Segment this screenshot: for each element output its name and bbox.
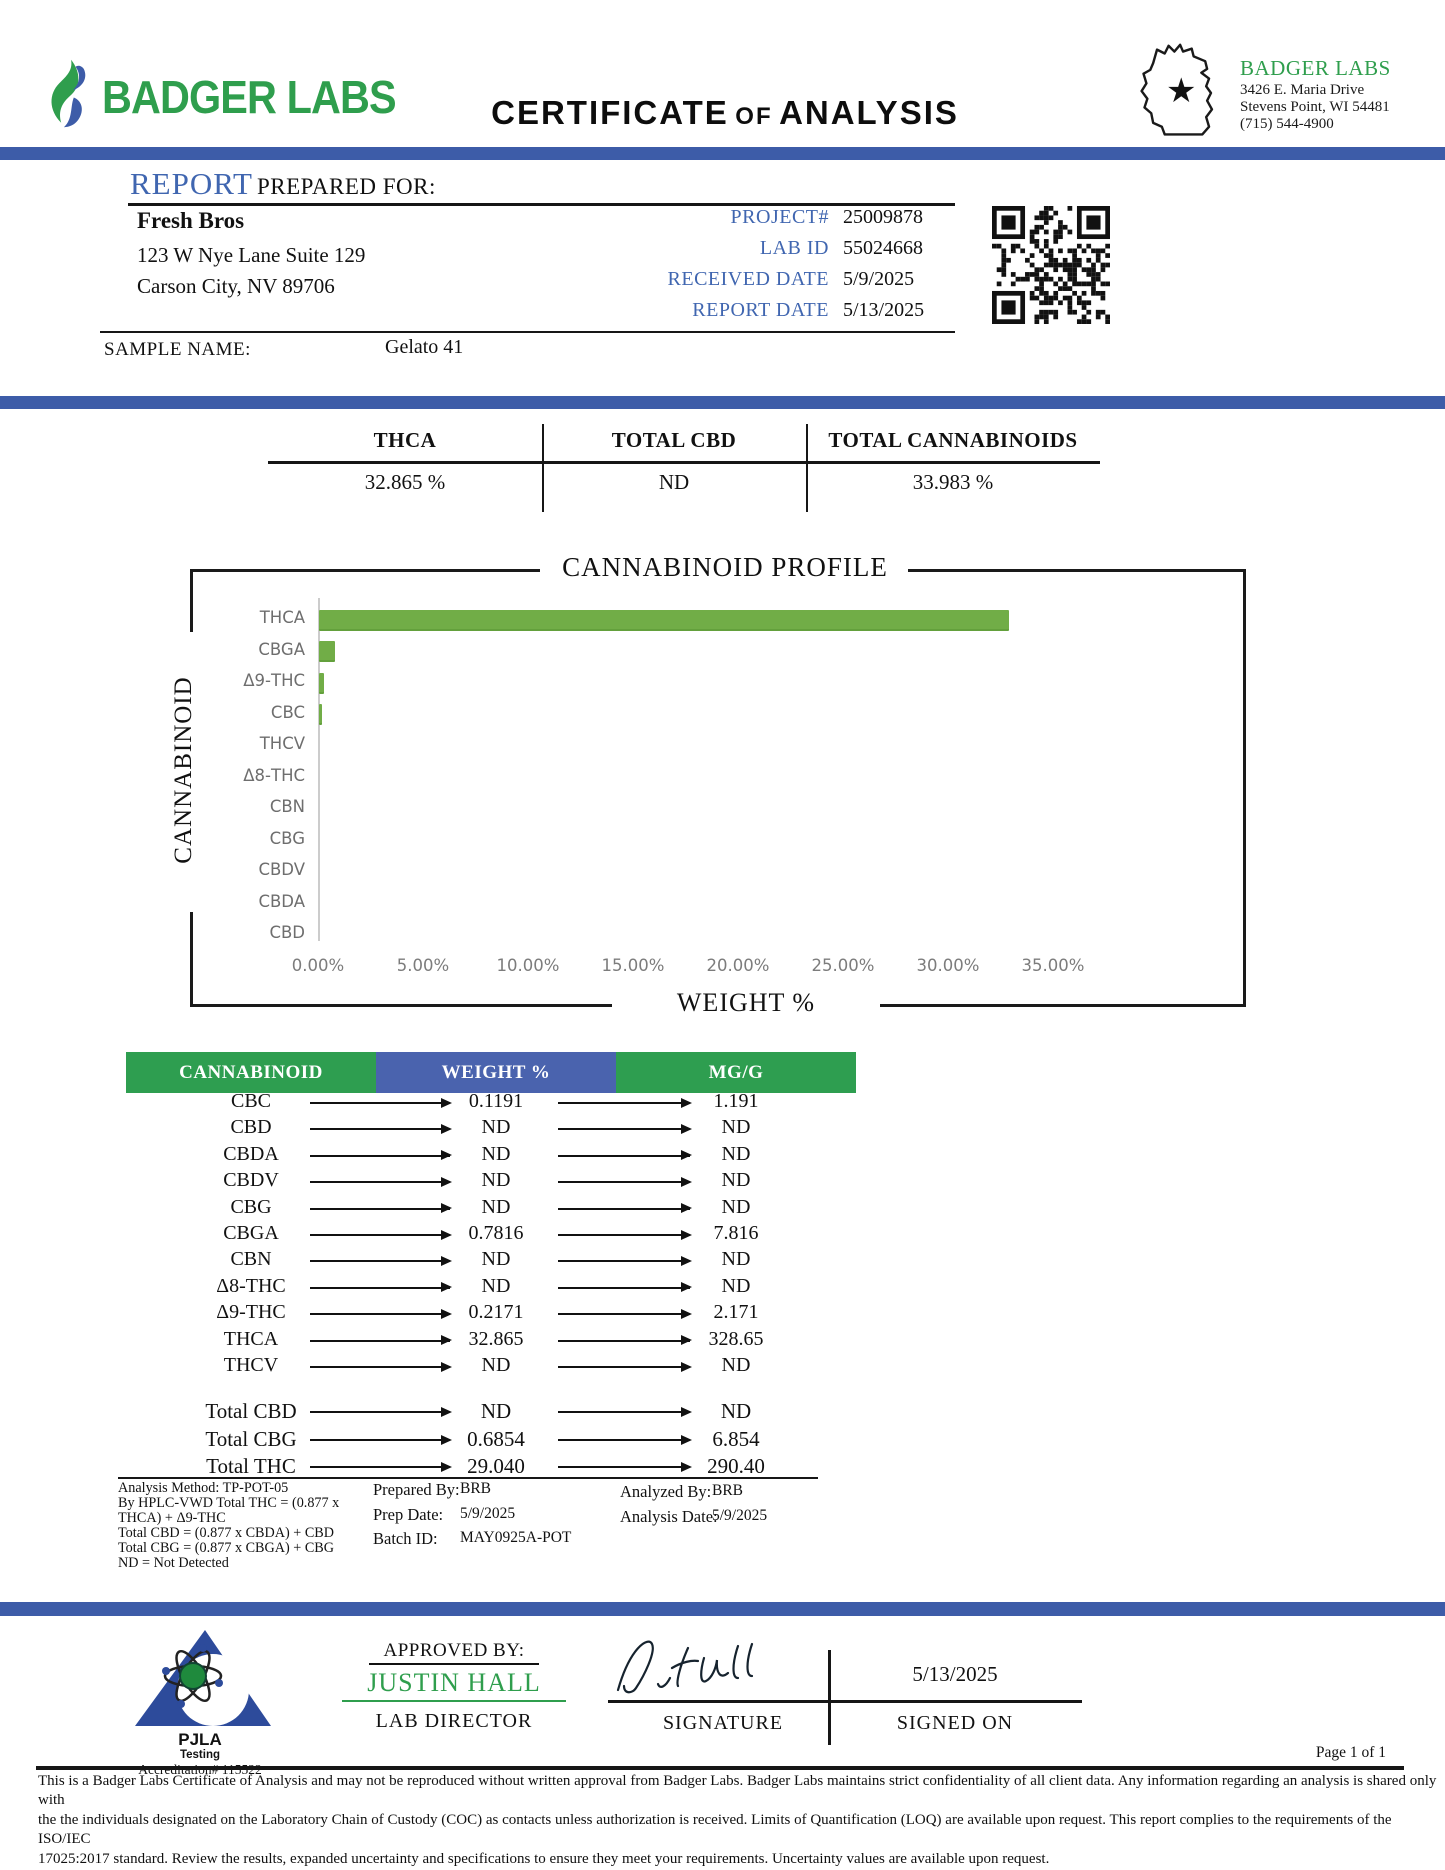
results-row-weight: ND — [481, 1248, 511, 1271]
chart-y-axis-label: CANNABINOID — [170, 676, 197, 864]
results-row-cannabinoid: CBN — [230, 1248, 272, 1271]
chart-bar — [319, 704, 322, 725]
results-row-cannabinoid: THCV — [223, 1354, 279, 1376]
results-row-weight: ND — [481, 1274, 511, 1297]
analysis-note-line: THCA) + Δ9-THC — [118, 1510, 226, 1526]
results-row-mgg: ND — [721, 1248, 751, 1271]
sample-rule — [100, 331, 955, 333]
prep-value: MAY0925A-POT — [460, 1529, 572, 1546]
results-row-mgg: 290.40 — [707, 1454, 765, 1478]
chart-title: CANNABINOID PROFILE — [562, 552, 888, 582]
lab-phone: (715) 544-4900 — [1240, 116, 1334, 132]
results-row-weight: ND — [481, 1169, 511, 1192]
summary-column-label: TOTAL CBD — [611, 428, 737, 452]
chart-x-tick: 35.00% — [1021, 956, 1085, 975]
chart-bar — [319, 641, 335, 662]
lab-address-line2: Stevens Point, WI 54481 — [1240, 99, 1390, 115]
results-row-mgg: 7.816 — [713, 1222, 759, 1244]
analysis-value: 5/9/2025 — [712, 1506, 768, 1524]
results-row-mgg: ND — [721, 1274, 751, 1297]
disclaimer-line: the the individuals designated on the Laboratory Chain of Custody (COC) as contacts unless authorization is received. Limits of Quantification (LOQ) are available upon request. This report complies to the requirements of the ISO/IEC — [38, 1811, 1392, 1848]
analysis-note-line: Total CBD = (0.877 x CBDA) + CBD — [118, 1525, 335, 1541]
results-row-cannabinoid: Total CBD — [205, 1399, 297, 1423]
chart-frame-bottom-right — [880, 1004, 1243, 1007]
sample-name-value: Gelato 41 — [385, 336, 464, 358]
results-row-weight: 29.040 — [467, 1454, 525, 1478]
summary-column-label: THCA — [373, 428, 437, 452]
analysis-note-line: ND = Not Detected — [118, 1555, 229, 1571]
divider-bar-footer — [0, 1602, 1445, 1616]
chart-category-label: CBDV — [258, 860, 305, 879]
document-title — [360, 94, 1090, 132]
summary-column-value: 33.983 % — [912, 470, 994, 494]
results-row-weight: 0.6854 — [467, 1427, 525, 1451]
chart-category-label: Δ8-THC — [243, 765, 305, 785]
signed-on-label: SIGNED ON — [896, 1712, 1014, 1734]
results-header-cell: WEIGHT % — [376, 1052, 616, 1093]
chart-x-tick: 10.00% — [496, 956, 560, 975]
lab-address-line1: 3426 E. Maria Drive — [1240, 82, 1365, 98]
results-row-mgg: 1.191 — [713, 1090, 759, 1112]
analysis-note-line: By HPLC-VWD Total THC = (0.877 x — [118, 1495, 340, 1511]
chart-category-label: THCA — [259, 608, 305, 627]
report-meta-value: 5/9/2025 — [843, 268, 915, 290]
analysis-label: Analyzed By: — [620, 1482, 712, 1501]
report-section-heading — [130, 166, 436, 202]
wisconsin-star-icon: ★ — [1166, 71, 1197, 111]
summary-column-value: 32.865 % — [364, 470, 446, 494]
brand-wordmark: BADGER LABS — [102, 71, 396, 123]
chart-category-label: CBGA — [258, 639, 305, 659]
pjla-sub-label: Testing — [179, 1749, 221, 1761]
chart-frame-top-left — [190, 569, 540, 572]
results-row-mgg: ND — [721, 1116, 751, 1139]
document-title-part3: ANALYSIS — [779, 94, 959, 131]
report-meta-label: LAB ID — [759, 237, 829, 259]
analysis-value: BRB — [712, 1482, 744, 1499]
divider-bar-summary — [0, 396, 1445, 409]
results-row-weight: ND — [481, 1116, 511, 1139]
report-meta-value: 55024668 — [843, 237, 923, 259]
chart-category-label: CBN — [269, 797, 305, 816]
chart-frame-bottom-left — [190, 1004, 612, 1007]
document-title-part2: OF — [735, 103, 773, 130]
chart-category-label: Δ9-THC — [243, 671, 305, 690]
approved-by-label: APPROVED BY: — [369, 1640, 539, 1665]
prep-value: 5/9/2025 — [460, 1504, 516, 1522]
disclaimer-line: 17025:2017 standard. Review the results, expanded uncertainty and specifications to ensure they meet your requirements. Uncertainty values are available upon request. — [38, 1850, 1050, 1867]
results-row-weight: 0.1191 — [468, 1090, 524, 1112]
report-heading-underline — [128, 203, 955, 206]
results-row-weight: ND — [480, 1399, 512, 1423]
results-header-cell: CANNABINOID — [126, 1052, 376, 1093]
results-row-mgg: ND — [721, 1142, 751, 1165]
results-row-cannabinoid: CBG — [230, 1195, 272, 1218]
report-meta-label: REPORT DATE — [692, 299, 829, 321]
results-row-weight: 32.865 — [468, 1327, 524, 1350]
results-row-weight: ND — [481, 1142, 511, 1165]
chart-frame-top-right — [908, 569, 1243, 572]
chart-x-tick: 15.00% — [601, 956, 665, 975]
results-row-mgg: ND — [721, 1195, 751, 1218]
badger-labs-logo-icon — [45, 56, 99, 130]
chart-x-tick: 25.00% — [811, 956, 875, 975]
results-row-cannabinoid: CBC — [230, 1090, 272, 1112]
client-name: Fresh Bros — [137, 208, 245, 233]
chart-x-axis-label: WEIGHT % — [676, 988, 816, 1017]
summary-column-label: TOTAL CANNABINOIDS — [828, 428, 1078, 452]
results-row-cannabinoid: CBD — [230, 1116, 272, 1139]
chart-bar — [319, 673, 324, 694]
approver-title: LAB DIRECTOR — [375, 1710, 533, 1732]
page-number: Page 1 of 1 — [1315, 1744, 1386, 1761]
prep-label: Prep Date: — [373, 1504, 444, 1524]
analysis-note-line: Total CBG = (0.877 x CBGA) + CBG — [118, 1540, 335, 1556]
results-row-cannabinoid: CBDA — [223, 1142, 279, 1165]
results-header-cell: MG/G — [616, 1052, 856, 1093]
results-row-cannabinoid: Δ8-THC — [216, 1274, 286, 1297]
signed-on-date: 5/13/2025 — [912, 1662, 998, 1686]
client-address-line1: 123 W Nye Lane Suite 129 — [137, 243, 366, 267]
results-row-weight: ND — [481, 1195, 511, 1218]
footer-rule — [36, 1766, 1404, 1770]
signature-image — [600, 1628, 815, 1704]
pjla-accreditation-icon — [133, 1628, 273, 1728]
results-row-mgg: ND — [720, 1399, 752, 1423]
report-meta-value: 5/13/2025 — [843, 299, 925, 321]
results-row-cannabinoid: CBGA — [223, 1222, 279, 1244]
results-row-weight: ND — [481, 1354, 511, 1376]
results-row-cannabinoid: CBDV — [223, 1169, 279, 1192]
chart-category-label: CBG — [269, 828, 305, 848]
pjla-org-label: PJLA — [178, 1730, 222, 1749]
results-row-mgg: 328.65 — [708, 1327, 764, 1350]
prep-label: Batch ID: — [373, 1529, 438, 1548]
results-row-mgg: 2.171 — [713, 1301, 759, 1324]
chart-category-label: CBC — [270, 702, 305, 722]
prep-label: Prepared By: — [373, 1480, 460, 1499]
lab-name: BADGER LABS — [1240, 56, 1391, 80]
results-row-weight: 0.7816 — [468, 1222, 524, 1244]
signature-divider — [828, 1650, 831, 1745]
results-row-cannabinoid: Δ9-THC — [216, 1301, 286, 1324]
chart-x-tick: 0.00% — [291, 956, 345, 975]
analysis-label: Analysis Date: — [620, 1506, 718, 1526]
qr-code — [992, 206, 1110, 324]
chart-x-tick: 20.00% — [706, 956, 770, 975]
report-meta-label: PROJECT# — [730, 206, 829, 228]
divider-bar-top — [0, 147, 1445, 160]
report-meta-value: 25009878 — [843, 206, 923, 228]
results-row-mgg: ND — [721, 1169, 751, 1192]
chart-x-tick: 30.00% — [916, 956, 980, 975]
results-row-cannabinoid: Total CBG — [205, 1427, 297, 1451]
report-heading-accent: REPORT — [130, 166, 253, 201]
sample-name-label: SAMPLE NAME: — [104, 339, 251, 360]
approver-name: JUSTIN HALL — [342, 1668, 566, 1702]
prep-value: BRB — [460, 1480, 492, 1497]
results-row-weight: 0.2171 — [468, 1301, 524, 1324]
report-heading-rest: PREPARED FOR: — [257, 174, 436, 199]
analysis-note-line: Analysis Method: TP-POT-05 — [118, 1480, 289, 1496]
chart-x-tick: 5.00% — [396, 956, 450, 975]
chart-category-label: THCV — [259, 734, 305, 753]
results-row-cannabinoid: Total THC — [206, 1454, 296, 1478]
disclaimer-line: This is a Badger Labs Certificate of Analysis and may not be reproduced without written approval from Badger Labs. Badger Labs maintains strict confidentiality of all client data. Any information regarding an analysis is shared only with — [38, 1773, 1437, 1809]
signature-label: SIGNATURE — [662, 1712, 784, 1734]
results-row-mgg: 6.854 — [712, 1427, 760, 1451]
chart-category-label: CBDA — [258, 891, 305, 911]
summary-column-value: ND — [658, 470, 690, 494]
chart-bar — [319, 610, 1009, 631]
client-address-line2: Carson City, NV 89706 — [137, 274, 335, 298]
report-meta-label: RECEIVED DATE — [667, 268, 829, 290]
results-row-cannabinoid: THCA — [223, 1327, 279, 1350]
document-title-part1: CERTIFICATE — [491, 94, 729, 131]
footer-disclaimer — [38, 1772, 1440, 1869]
chart-frame-right — [1243, 569, 1246, 1007]
summary-underline — [268, 461, 1100, 464]
signature-line — [608, 1700, 1082, 1703]
chart-category-label: CBD — [269, 923, 305, 942]
results-row-mgg: ND — [721, 1354, 751, 1376]
